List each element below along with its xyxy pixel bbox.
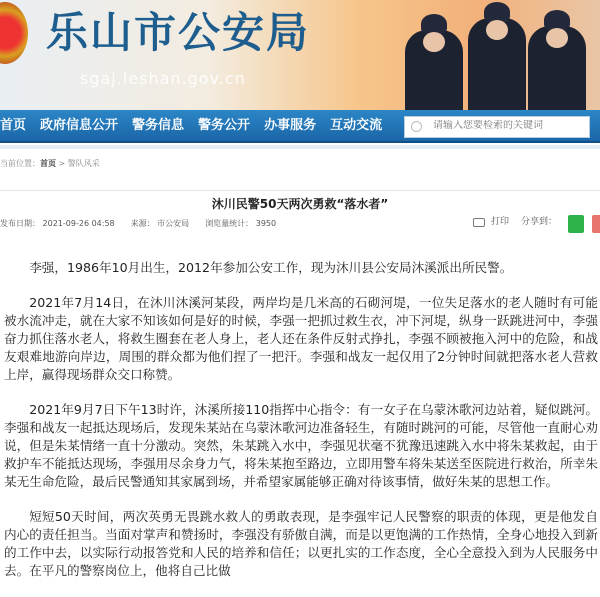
- nav-home[interactable]: 首页: [0, 118, 27, 133]
- weibo-share-icon[interactable]: [592, 215, 600, 233]
- police-officer-image: [528, 26, 586, 110]
- article-tools: [473, 216, 557, 228]
- nav-police-info[interactable]: 警务信息: [132, 118, 185, 133]
- site-title: 乐山市公安局: [46, 8, 311, 57]
- nav-services[interactable]: 办事服务: [264, 118, 317, 133]
- police-emblem-icon: [0, 2, 28, 64]
- breadcrumb-home[interactable]: 首页: [40, 159, 56, 168]
- nav-underbar: [0, 145, 600, 149]
- publish-date: 发布日期： 2021-09-26 04:58: [0, 219, 115, 228]
- nav-police-public[interactable]: 警务公开: [198, 118, 251, 133]
- paragraph: 2021年9月7日下午13时许，沐溪所接110指挥中心指令：有一女子在乌蒙沐歌河边站着，疑似跳河。李强和战友一起抵达现场后，发现朱某站在乌蒙沐歌河边准备轻生，有随时跳河的可能，尽管他一直耐心劝说，但是朱某情绪一直十分激动。突然，朱某跳入水中，李强见状毫不犹豫迅速跳入水中将朱某救起，由于救护车不能抵达现场，李强用尽余身力气，将朱某抱至路边，立即用警车将朱某送至医院进行救治，所幸朱某无生命危险，最后民警通知其家属到场，并希望家属能够正确对待该事情，做好朱某的思想工作。: [4, 402, 598, 489]
- view-count: 浏览量统计： 3950: [205, 219, 277, 228]
- breadcrumb-current[interactable]: 警队风采: [67, 159, 100, 168]
- paragraph: 2021年7月14日，在沐川沐溪河某段，两岸均是几米高的石砌河堤，一位失足落水的老人随时有可能被水流冲走，就在大家不知该如何是好的时候，李强一把抓过救生衣，冲下河堤，纵身一跃跳进河中，李强奋力抓住落水老人，将救生圈套在老人身上，老人还在条件反射式挣扎，李强不顾被拖入河中的危险，和战友艰难地游向岸边，周围的群众都为他们捏了一把汗。李强和战友一起仅用了2分钟时间就把落水老人营救上岸，赢得现场群众交口称赞。: [4, 295, 598, 382]
- search-box: [404, 116, 590, 138]
- police-officer-image: [405, 30, 463, 110]
- paragraph: 李强，1986年10月出生，2012年参加公安工作，现为沐川县公安局沐溪派出所民警。: [29, 260, 513, 275]
- breadcrumb-prefix: 当前位置：: [0, 159, 40, 168]
- article-source: 来源： 市公安局: [130, 219, 190, 228]
- site-banner: [0, 0, 600, 110]
- wechat-share-icon[interactable]: [568, 215, 584, 233]
- divider: [0, 190, 600, 191]
- breadcrumb: [0, 159, 100, 169]
- police-officer-image: [468, 18, 526, 110]
- print-icon[interactable]: [473, 218, 485, 227]
- paragraph: 短短50天时间，两次英勇无畏跳水救人的勇敢表现，是李强牢记人民警察的职责的体现，更是他发自内心的责任担当。当面对掌声和赞扬时，李强没有骄傲自满，而是以更饱满的工作热情，全身心地投入到新的工作中去，以实际行动报答党和人民的培养和信任；以更扎实的工作态度，全心全意投入到为人民服务中去。在平凡的警察岗位上，他将自己比做: [4, 509, 598, 578]
- breadcrumb-separator: >: [56, 159, 68, 168]
- article-body: [4, 259, 598, 597]
- article-title: 沐川民警50天两次勇救“落水者”: [211, 197, 389, 211]
- print-button[interactable]: 打印: [491, 217, 510, 227]
- share-label: 分享到：: [521, 217, 558, 227]
- site-url: sgaj.leshan.gov.cn: [80, 69, 246, 88]
- nav-list: [0, 118, 400, 134]
- nav-interaction[interactable]: 互动交流: [330, 118, 383, 133]
- nav-gov-info[interactable]: 政府信息公开: [40, 118, 119, 133]
- article-meta: [0, 219, 460, 229]
- search-icon[interactable]: [411, 121, 422, 132]
- search-input[interactable]: [433, 120, 583, 131]
